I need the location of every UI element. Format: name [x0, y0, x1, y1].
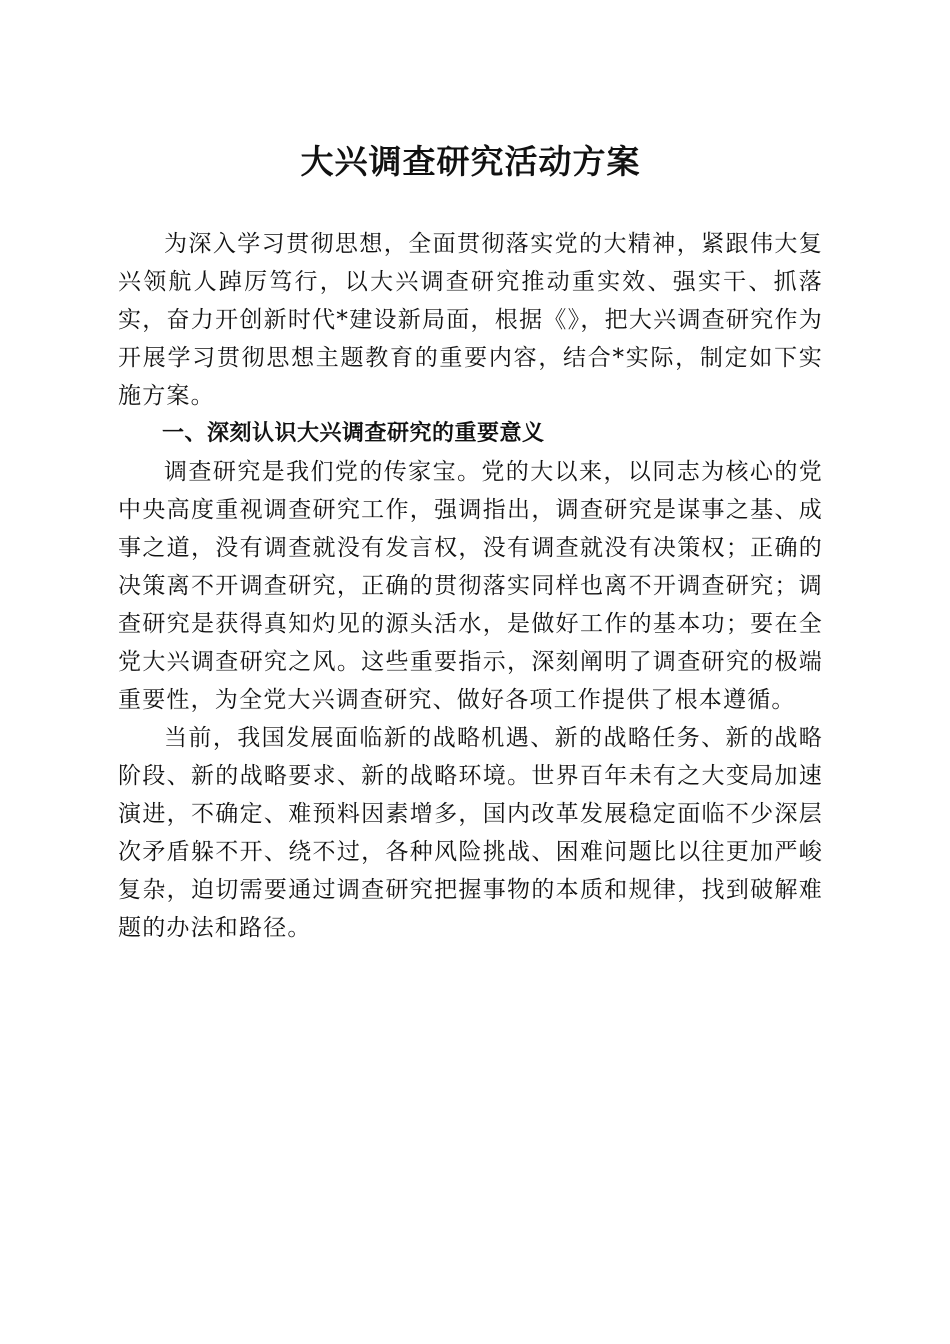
document-page: [118, 132, 823, 947]
document-body: [118, 225, 823, 947]
section-paragraph-2: 当前，我国发展面临新的战略机遇、新的战略任务、新的战略阶段、新的战略要求、新的战略环境。世界百年未有之大变局加速演进，不确定、难预料因素增多，国内改革发展稳定面临不少深层次矛盾躲不开、绕不过，各种风险挑战、困难问题比以往更加严峻复杂，迫切需要通过调查研究把握事物的本质和规律，找到破解难题的办法和路径。: [118, 725, 823, 941]
section-heading: 一、深刻认识大兴调查研究的重要意义: [162, 421, 545, 446]
intro-paragraph: 为深入学习贯彻思想，全面贯彻落实党的大精神，紧跟伟大复兴领航人踔厉笃行，以大兴调查研究推动重实效、强实干、抓落实，奋力开创新时代*建设新局面，根据《》，把大兴调查研究作为开展学习贯彻思想主题教育的重要内容，结合*实际，制定如下实施方案。: [118, 231, 823, 409]
document-title: 大兴调查研究活动方案: [300, 142, 641, 181]
section-paragraph-1: 调查研究是我们党的传家宝。党的大以来，以同志为核心的党中央高度重视调查研究工作，强调指出，调查研究是谋事之基、成事之道，没有调查就没有发言权，没有调查就没有决策权；正确的决策离不开调查研究，正确的贯彻落实同样也离不开调查研究；调查研究是获得真知灼见的源头活水，是做好工作的基本功；要在全党大兴调查研究之风。这些重要指示，深刻阐明了调查研究的极端重要性，为全党大兴调查研究、做好各项工作提供了根本遵循。: [118, 459, 823, 713]
